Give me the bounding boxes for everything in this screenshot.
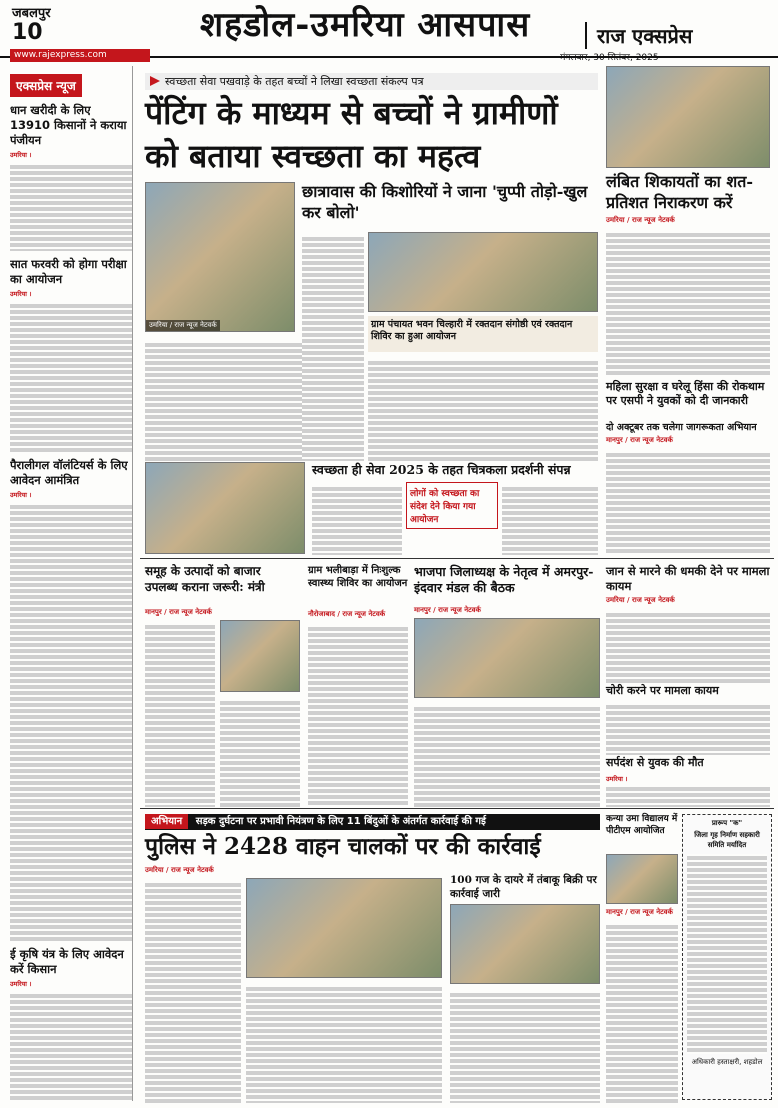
byline: मानपुर / राज न्यूज नेटवर्क: [606, 908, 673, 916]
exhibition-callout: लोगों को स्वच्छता का संदेश देने किया गया आयोजन: [406, 482, 498, 529]
ad-heading: प्रारूप "क": [711, 819, 743, 827]
exhibition-body-2: [502, 485, 598, 555]
threat-case-headline: जान से मारने की धमकी देने पर मामला कायम: [606, 564, 770, 593]
brief-body-text: [10, 503, 132, 941]
brief-headline: ई कृषि यंत्र के लिए आवेदन करें किसान: [10, 946, 124, 976]
health-camp-headline: ग्राम भलीबाड़ा में निःशुल्क स्वास्थ्य शिविर का आयोजन: [308, 565, 408, 589]
ad-title: जिला गृह निर्माण सहकारी समिति मर्यादित: [694, 830, 760, 849]
dateline: उमरिया ।: [10, 150, 32, 159]
tobacco-headline: 100 गज के दायरे में तंबाकू बिक्री पर कार्रवाई जारी: [450, 874, 597, 900]
lead-headline-line-2: को बताया स्वच्छता का महत्व: [145, 137, 481, 176]
brief-body: [10, 491, 132, 500]
vehicle-check-photo: [246, 878, 442, 978]
dateline: उमरिया ।: [10, 979, 32, 988]
section-divider: [140, 808, 774, 809]
dateline: उमरिया ।: [10, 289, 32, 298]
complaints-headline: लंबित शिकायतों का शत-प्रतिशत निराकरण करें: [606, 172, 754, 212]
blood-donation-photo: [368, 232, 598, 312]
snakebite-body-text: [606, 785, 770, 807]
edition-city: जबलपुर: [12, 6, 51, 21]
exhibition-body: [312, 485, 402, 555]
exhibition-photo: [145, 462, 305, 554]
page-number: 10: [12, 20, 43, 45]
ad-body: [687, 854, 767, 1054]
hostel-story-headline: छात्रावास की किशोरियों ने जाना 'चुप्पी तोड़ो-खुल कर बोलो': [302, 182, 588, 222]
byline: मानपुर / राज न्यूज नेटवर्क: [606, 436, 673, 444]
bjp-meeting-body: [414, 705, 600, 807]
women-safety-headline: महिला सुरक्षा व घरेलू हिंसा की रोकथाम पर एसपी ने युवकों को दी जानकारी: [606, 380, 765, 408]
ptm-headline: कन्या उमा विद्यालय में पीटीएम आयोजित: [606, 814, 678, 836]
blood-donation-body: [368, 359, 598, 461]
byline: उमरिया / राज न्यूज नेटवर्क: [145, 866, 214, 874]
snakebite-headline: सर्पदंश से युवक की मौत: [606, 756, 704, 769]
section-divider: [140, 558, 774, 559]
police-action-body-2: [246, 985, 442, 1103]
meeting-photo: [606, 66, 770, 168]
ptm-photo: [606, 854, 678, 904]
lead-headline-line-1: पेंटिंग के माध्यम से बच्चों ने ग्रामीणों: [145, 94, 558, 132]
bjp-meeting-headline: भाजपा जिलाध्यक्ष के नेतृत्व में अमरपुर-इंदवार मंडल की बैठक: [414, 564, 594, 596]
brief-headline: सात फरवरी को होगा परीक्षा का आयोजन: [10, 256, 127, 286]
brief-body: [10, 290, 132, 299]
brief-headline: पैरालीगल वॉलंटियर्स के लिए आवेदन आमंत्रित: [10, 457, 128, 487]
lead-story-headline: [145, 92, 598, 178]
kicker-text: सड़क दुर्घटना पर प्रभावी नियंत्रण के लिए 11 बिंदुओं के अंतर्गत कार्रवाई की गई: [195, 816, 486, 827]
theft-case-headline: चोरी करने पर मामला कायम: [606, 684, 719, 697]
photo-caption: उमरिया / राज न्यूज नेटवर्क: [146, 320, 220, 331]
hostel-story-body: [302, 235, 364, 461]
brief-body: [10, 151, 132, 160]
brief-body-text: [10, 992, 132, 1101]
shg-products-body-2: [220, 699, 300, 807]
women-safety-body: [606, 451, 770, 555]
tobacco-body: [450, 991, 600, 1103]
snakebite-body: [606, 775, 770, 784]
shg-products-body: [145, 623, 215, 807]
health-camp-body: [308, 625, 408, 807]
byline: उमरिया / राज न्यूज नेटवर्क: [606, 216, 675, 224]
police-action-headline: पुलिस ने 2428 वाहन चालकों पर की कार्रवाई: [145, 833, 541, 860]
exhibition-headline: स्वच्छता ही सेवा 2025 के तहत चित्रकला प्रदर्शनी संपन्न: [312, 462, 571, 477]
dateline: उमरिया ।: [10, 490, 32, 499]
bottom-kicker-bar: [145, 814, 600, 830]
publication-date: मंगलवार, 30 सितंबर, 2025: [560, 53, 659, 63]
brief-body-text: [10, 302, 132, 452]
kicker-tag: अभियान: [145, 814, 188, 829]
blood-donation-headline: ग्राम पंचायत भवन चिल्हारी में रक्तदान संगोष्ठी एवं रक्तदान शिविर का हुआ आयोजन: [371, 319, 573, 343]
byline: उमरिया / राज न्यूज नेटवर्क: [606, 596, 675, 604]
police-action-body: [145, 881, 241, 1103]
theft-case-body: [606, 703, 770, 755]
legal-notice-ad: [682, 814, 772, 1100]
byline: मानपुर / राज न्यूज नेटवर्क: [414, 606, 481, 614]
lead-story-kicker: स्वच्छता सेवा पखवाड़े के तहत बच्चों ने लिखा स्वच्छता संकल्प पत्र: [145, 73, 598, 90]
minister-photo: [220, 620, 300, 692]
children-painting-photo: [145, 182, 295, 332]
bjp-meeting-photo: [414, 618, 600, 698]
complaints-body: [606, 231, 770, 377]
ad-footer: अधिकारी हस्ताक्षरी, शहडोल: [691, 1058, 763, 1067]
brief-body-text: [10, 163, 132, 251]
brief-body: [10, 980, 132, 989]
byline: मानपुर / राज न्यूज नेटवर्क: [145, 608, 212, 616]
left-news-column: [10, 66, 133, 1101]
shg-products-headline: समूह के उत्पादों को बाजार उपलब्ध कराना जरूरी: मंत्री: [145, 564, 265, 594]
brief-headline: धान खरीदी के लिए 13910 किसानों ने कराया पंजीयन: [10, 103, 127, 147]
page-title: शहडोल-उमरिया आसपास: [200, 5, 531, 45]
women-safety-subheadline: दो अक्टूबर तक चलेगा जागरूकता अभियान: [606, 422, 757, 433]
section-tag: एक्सप्रेस न्यूज: [10, 74, 82, 97]
threat-case-body: [606, 611, 770, 683]
dateline: उमरिया ।: [606, 775, 628, 783]
ptm-body: [606, 923, 678, 1103]
byline: नौरोजाबाद / राज न्यूज नेटवर्क: [308, 610, 386, 618]
website-link[interactable]: www.rajexpress.com: [10, 49, 150, 62]
newspaper-brand: राज एक्सप्रेस: [585, 22, 692, 49]
blood-donation-headline-box: [368, 316, 598, 352]
tobacco-photo: [450, 904, 600, 984]
